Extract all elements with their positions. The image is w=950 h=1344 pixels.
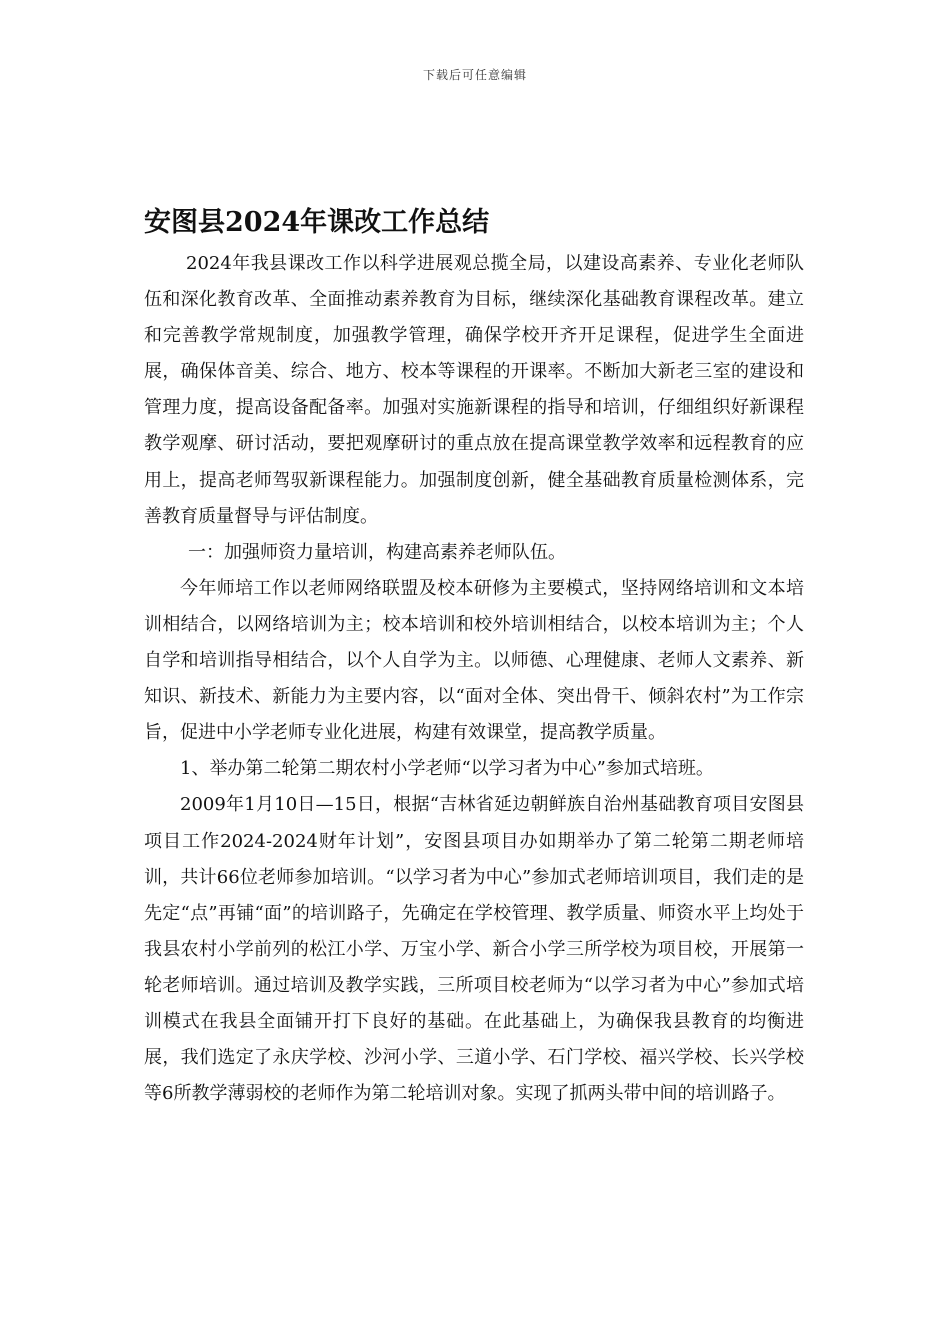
paragraph-training-project: 2009年1月10日—15日，根据“吉林省延边朝鲜族自治州基础教育项目安图县项目工作2024-2024财年计划”，安图县项目办如期举办了第二轮第二期老师培训，共计66位老师参加培训。“以学习者为中心”参加式老师培训项目，我们走的是先定“点”再铺“面”的培训路子，先确定在学校管理、教学质量、师资水平上均处于我县农村小学前列的松江小学、万宝小学、新合小学三所学校为项目校，开展第一轮老师培训。通过培训及教学实践，三所项目校老师为“以学习者为中心”参加式培训模式在我县全面铺开打下良好的基础。在此基础上，为确保我县教育的均衡进展，我们选定了永庆学校、沙河小学、三道小学、石门学校、福兴学校、长兴学校等6所教学薄弱校的老师作为第二轮培训对象。实现了抓两头带中间的培训路子。 [144,794,804,1105]
document-title: 安图县2024年课改工作总结 [144,207,490,238]
document-body [144,246,804,1112]
section-heading-1: 一：加强师资力量培训，构建高素养老师队伍。 [188,541,566,563]
page-header-note: 下载后可任意编辑 [422,68,527,82]
paragraph-teacher-training: 今年师培工作以老师网络联盟及校本研修为主要模式，坚持网络培训和文本培训相结合，以网络培训为主；校本培训和校外培训相结合，以校本培训为主；个人自学和培训指导相结合，以个人自学为主。以师德、心理健康、老师人文素养、新知识、新技术、新能力为主要内容，以“面对全体、突出骨干、倾斜农村”为工作宗旨，促进中小学老师专业化进展，构建有效课堂，提高教学质量。 [144,577,804,744]
subsection-heading-1: 1、举办第二轮第二期农村小学老师“以学习者为中心”参加式培班。 [180,758,714,780]
paragraph-intro: 2024年我县课改工作以科学进展观总揽全局，以建设高素养、专业化老师队伍和深化教育改革、全面推动素养教育为目标，继续深化基础教育课程改革。建立和完善教学常规制度，加强教学管理，确保学校开齐开足课程，促进学生全面进展，确保体音美、综合、地方、校本等课程的开课率。不断加大新老三室的建设和管理力度，提高设备配备率。加强对实施新课程的指导和培训，仔细组织好新课程教学观摩、研讨活动，要把观摩研讨的重点放在提高课堂教学效率和远程教育的应用上，提高老师驾驭新课程能力。加强制度创新，健全基础教育质量检测体系，完善教育质量督导与评估制度。 [144,253,804,527]
